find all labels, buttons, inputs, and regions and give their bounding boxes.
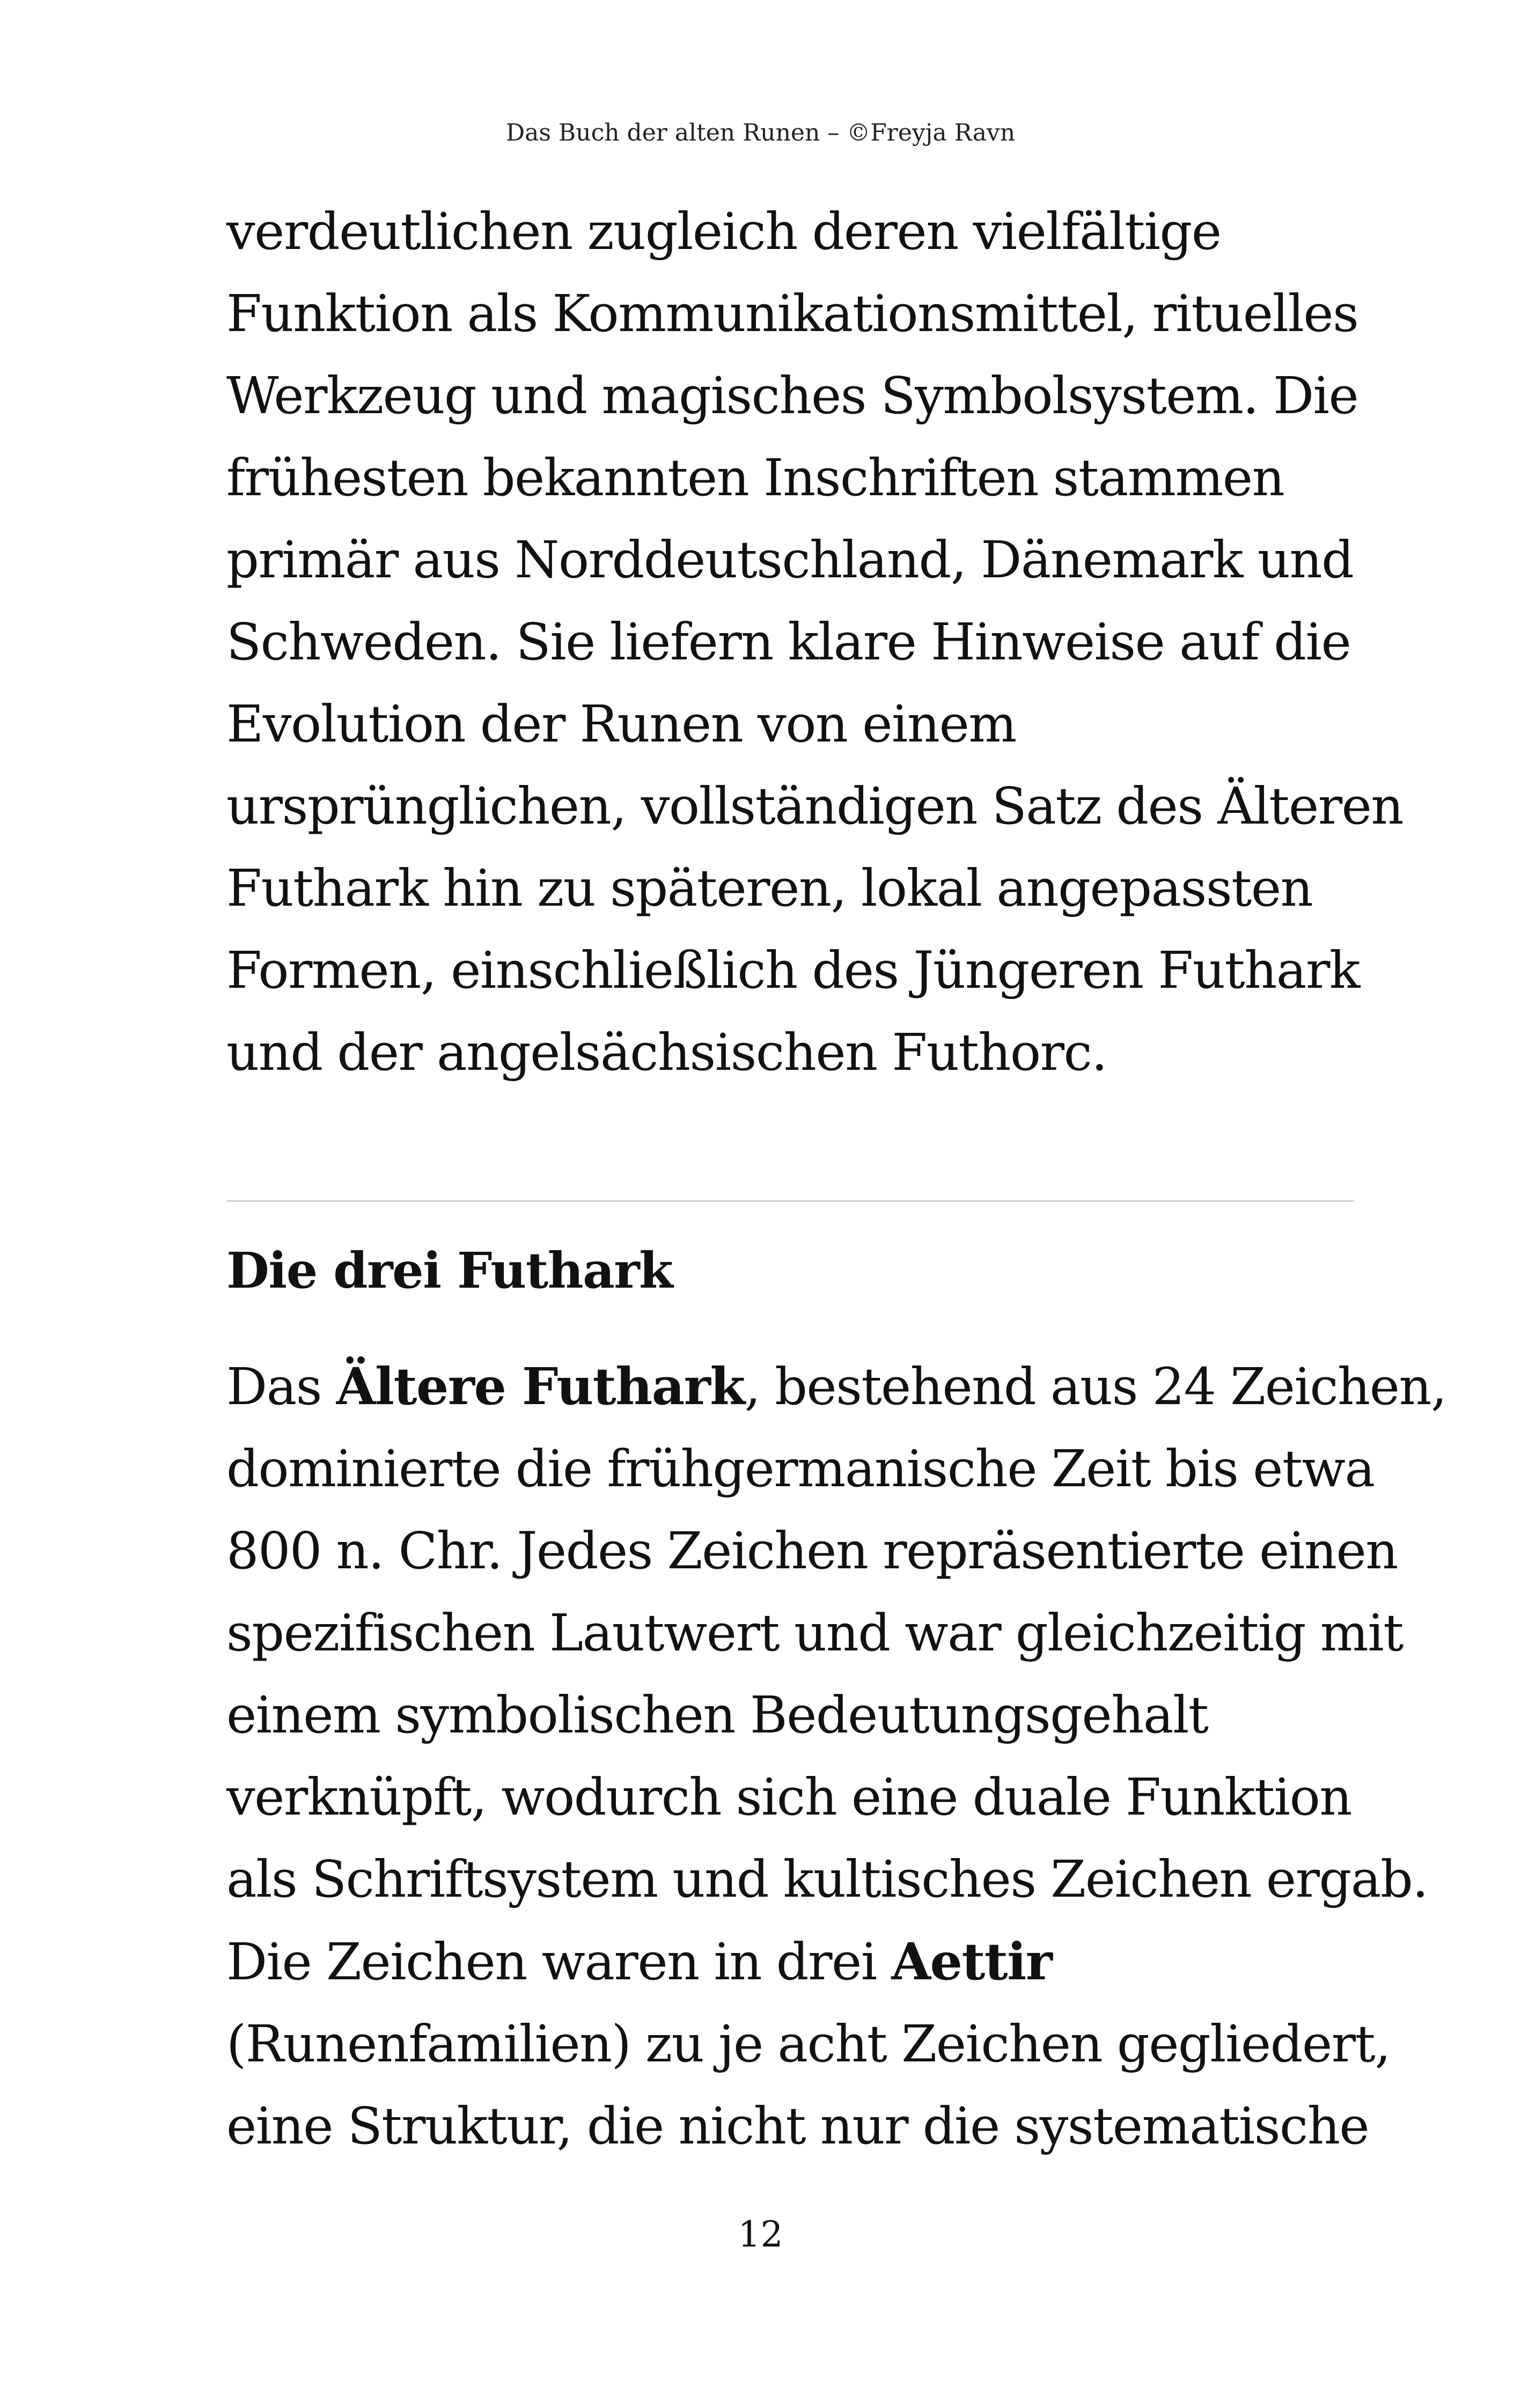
text-line: Funktion als Kommunikationsmittel, rituelles [226, 284, 1358, 343]
body-text-bottom [226, 1346, 1446, 2168]
text-line: Werkzeug und magisches Symbolsystem. Die [226, 366, 1358, 425]
text-line: als Schriftsystem und kultisches Zeichen ergab. [226, 1850, 1428, 1909]
section-divider [226, 1200, 1354, 1202]
text-line [226, 1921, 1353, 2003]
text-line: Futhark hin zu späteren, lokal angepassten [226, 859, 1313, 918]
text-line: Formen, einschließlich des Jüngeren Futhark [226, 941, 1360, 1000]
text-line: Evolution der Runen von einem [226, 695, 1016, 754]
paragraph [226, 1346, 1446, 2168]
text-line: einem symbolischen Bedeutungsgehalt [226, 1686, 1208, 1745]
paragraph [226, 191, 1404, 1094]
text-line: primär aus Norddeutschland, Dänemark und [226, 531, 1354, 590]
text-line: eine Struktur, die nicht nur die systematische [226, 2097, 1369, 2156]
text-line: und der angelsächsischen Futhorc. [226, 1023, 1107, 1082]
text-line: spezifischen Lautwert und war gleichzeitig mit [226, 1604, 1403, 1663]
text-line [226, 1346, 1446, 1428]
text-line: frühesten bekannten Inschriften stammen [226, 449, 1284, 508]
text-line: ursprünglichen, vollständigen Satz des Älteren [226, 777, 1404, 836]
bold-term-aeltere-futhark: Ältere Futhark [336, 1357, 745, 1416]
text-line: (Runenfamilien) zu je acht Zeichen gegliedert, [226, 2015, 1391, 2074]
text-line: verknüpft, wodurch sich eine duale Funktion [226, 1768, 1351, 1827]
text-run: , bestehend aus 24 Zeichen, [744, 1357, 1446, 1416]
page-number: 12 [738, 2214, 783, 2255]
body-text-top [226, 191, 1404, 1094]
text-line: dominierte die frühgermanische Zeit bis etwa [226, 1440, 1375, 1499]
text-line: Schweden. Sie liefern klare Hinweise auf die [226, 613, 1351, 672]
running-header: Das Buch der alten Runen – ©Freyja Ravn [505, 119, 1016, 146]
text-line: 800 n. Chr. Jedes Zeichen repräsentierte einen [226, 1522, 1398, 1581]
text-run: Das [226, 1357, 336, 1416]
text-run: Die Zeichen waren in drei [226, 1933, 892, 1992]
text-line: verdeutlichen zugleich deren vielfältige [226, 202, 1221, 261]
bold-term-aettir: Aettir [891, 1932, 1052, 1992]
section-heading: Die drei Futhark [226, 1242, 673, 1300]
